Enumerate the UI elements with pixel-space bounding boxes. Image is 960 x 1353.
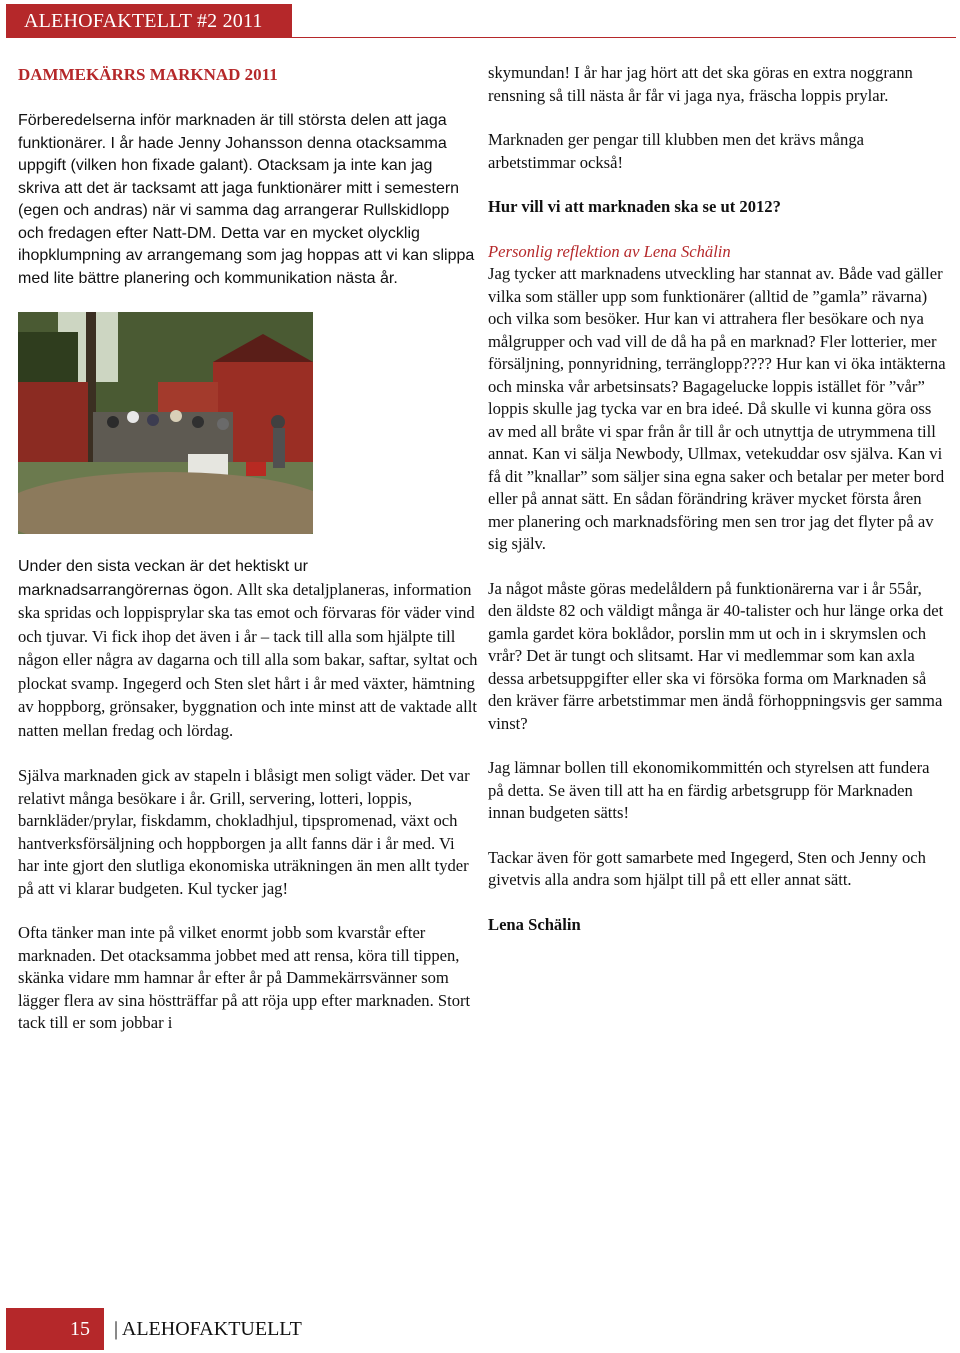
paragraph-committee: Jag lämnar bollen till ekonomikommittén och styrelsen att fundera på detta. Se även till att ha en färdig arbetsgrupp för Marknaden innan budgeten sätts!: [488, 758, 930, 822]
reflection-title: Personlig reflektion av Lena Schälin: [488, 241, 731, 261]
header-rule: [292, 37, 956, 38]
paragraph-intro: Förberedelserna inför marknaden är till största delen att jaga funktionärer. I år hade Jenny Johansson denna otacksamma uppgift (vilken hon fixade galant). Otacksam ja inte kan jag skriva att det är tacksamt att jaga funktionärer mitt i semestern (egen och andras) när vi samma dag arrangerar Rullskidlopp och fredagen efter Natt-DM. Detta var en mycket olycklig ihopklumpning av arrangemang som jag hoppas att vi kan slippa med lite bättre planering och kommunikation nästa år.: [18, 112, 475, 287]
right-column: [488, 62, 948, 936]
page-number: 15: [6, 1308, 104, 1350]
paragraph-weeks-sans: Under den sista veckan är det hektiskt ur marknadsarrangörernas ögon.: [18, 558, 308, 599]
paragraph-aftermath: Ofta tänker man inte på vilket enormt jobb som kvarstår efter marknaden. Det otacksamma jobbet med att rensa, köra till tippen, skänka vidare mm hamnar år efter år på Dammekärrsvänner som lägger flera av sina höstträffar på att röja upp efter marknaden. Stort tack till er som jobbar i: [18, 923, 471, 1032]
paragraph-weeks: [18, 556, 478, 743]
left-column: [18, 62, 478, 1057]
paragraph-cleanup: skymundan! I år har jag hört att det ska göras en extra noggrann rensning så till nästa år får vi jaga nya, fräscha loppis prylar.: [488, 63, 913, 105]
article-title: DAMMEKÄRRS MARKNAD 2011: [18, 65, 278, 84]
paragraph-thanks: Tackar även för gott samarbete med Ingegerd, Sten och Jenny och givetvis alla andra som hjälpt till på ett eller annat sätt.: [488, 847, 926, 889]
paragraph-reflection: Jag tycker att marknadens utveckling har stannat av. Både vad gäller vilka som ställer upp som funktionärer (alltid de ”gamla” rävarna) och vilka som besöker. Hur kan vi attrahera fler besökare och nya målgrupper och vad vill de då ha på en marknad? Fler lotterier, mer försäljning, ponnyridning, terränglopp???? Hur kan vi öka intäkterna och minska vår arbetsinsats? Bagagelucke loppis istället för ”vår” loppis skulle jag tycka var en bra ideé. Då skulle vi kunna göra oss av med all bråte vi spar från år till år och utnyttja de utrymmena till annat. Kan vi sälja Newbody, Ullmax, vetekuddar osv själva. Kan vi få dit ”knallar” som säljer sina egna saker och betalar per meter bord eller på annat sätt. En sådan förändring kräver mycket första åren mer planering och marknadsföring men sen tror jag det flyter på av sig själv.: [488, 264, 946, 553]
signature: Lena Schälin: [488, 914, 581, 934]
paragraph-weeks-serif: Allt ska detaljplaneras, information ska spridas och loppisprylar ska tas emot och förvaras för väder vind och tjuvar. Vi fick ihop det även i år – tack till alla som hjälpte till någon eller några av dagarna och till alla som bakar, saftar, syltat och plockat svamp. Ingegerd och Sten slet hårt i år med växter, hämtning av hoppborg, grönsaker, byggnation och inte minst att de vaktade allt natten mellan fredag och lördag.: [18, 579, 478, 740]
question-heading: Hur vill vi att marknaden ska se ut 2012?: [488, 197, 781, 216]
market-photo: [18, 312, 313, 534]
header-title: ALEHOFAKTELLT #2 2011: [6, 4, 292, 38]
paragraph-market-day: Själva marknaden gick av stapeln i blåsigt men soligt väder. Det var relativt många besökare i år. Grill, servering, lotteri, loppis, barnkläder/prylar, fiskdamm, chokladhjul, tipspromenad, växt och hantverksförsäljning och hoppborgen ja allt fanns där i år med. Vi har inte gjort den slutliga ekonomiska uträkningen än men allt tyder på att vi klarar budgeten. Kul tycker jag!: [18, 766, 470, 898]
footer-publication: | ALEHOFAKTUELLT: [114, 1318, 302, 1340]
paragraph-age: Ja något måste göras medelåldern på funktionärerna var i år 55år, den äldste 82 och väldigt många är 40-talister och hur länge orka det gamla gardet köra boklådor, porslin mm ut och in i skrymslen och vrår? Det är tungt och slitsamt. Har vi medlemmar som kan axla dessa arbetsuppgifter eller ska vi försöka forma om Marknaden så den kräver färre arbetstimmar men ändå förhoppningsvis ger samma vinst?: [488, 578, 944, 733]
paragraph-money: Marknaden ger pengar till klubben men det krävs många arbetstimmar också!: [488, 130, 865, 172]
